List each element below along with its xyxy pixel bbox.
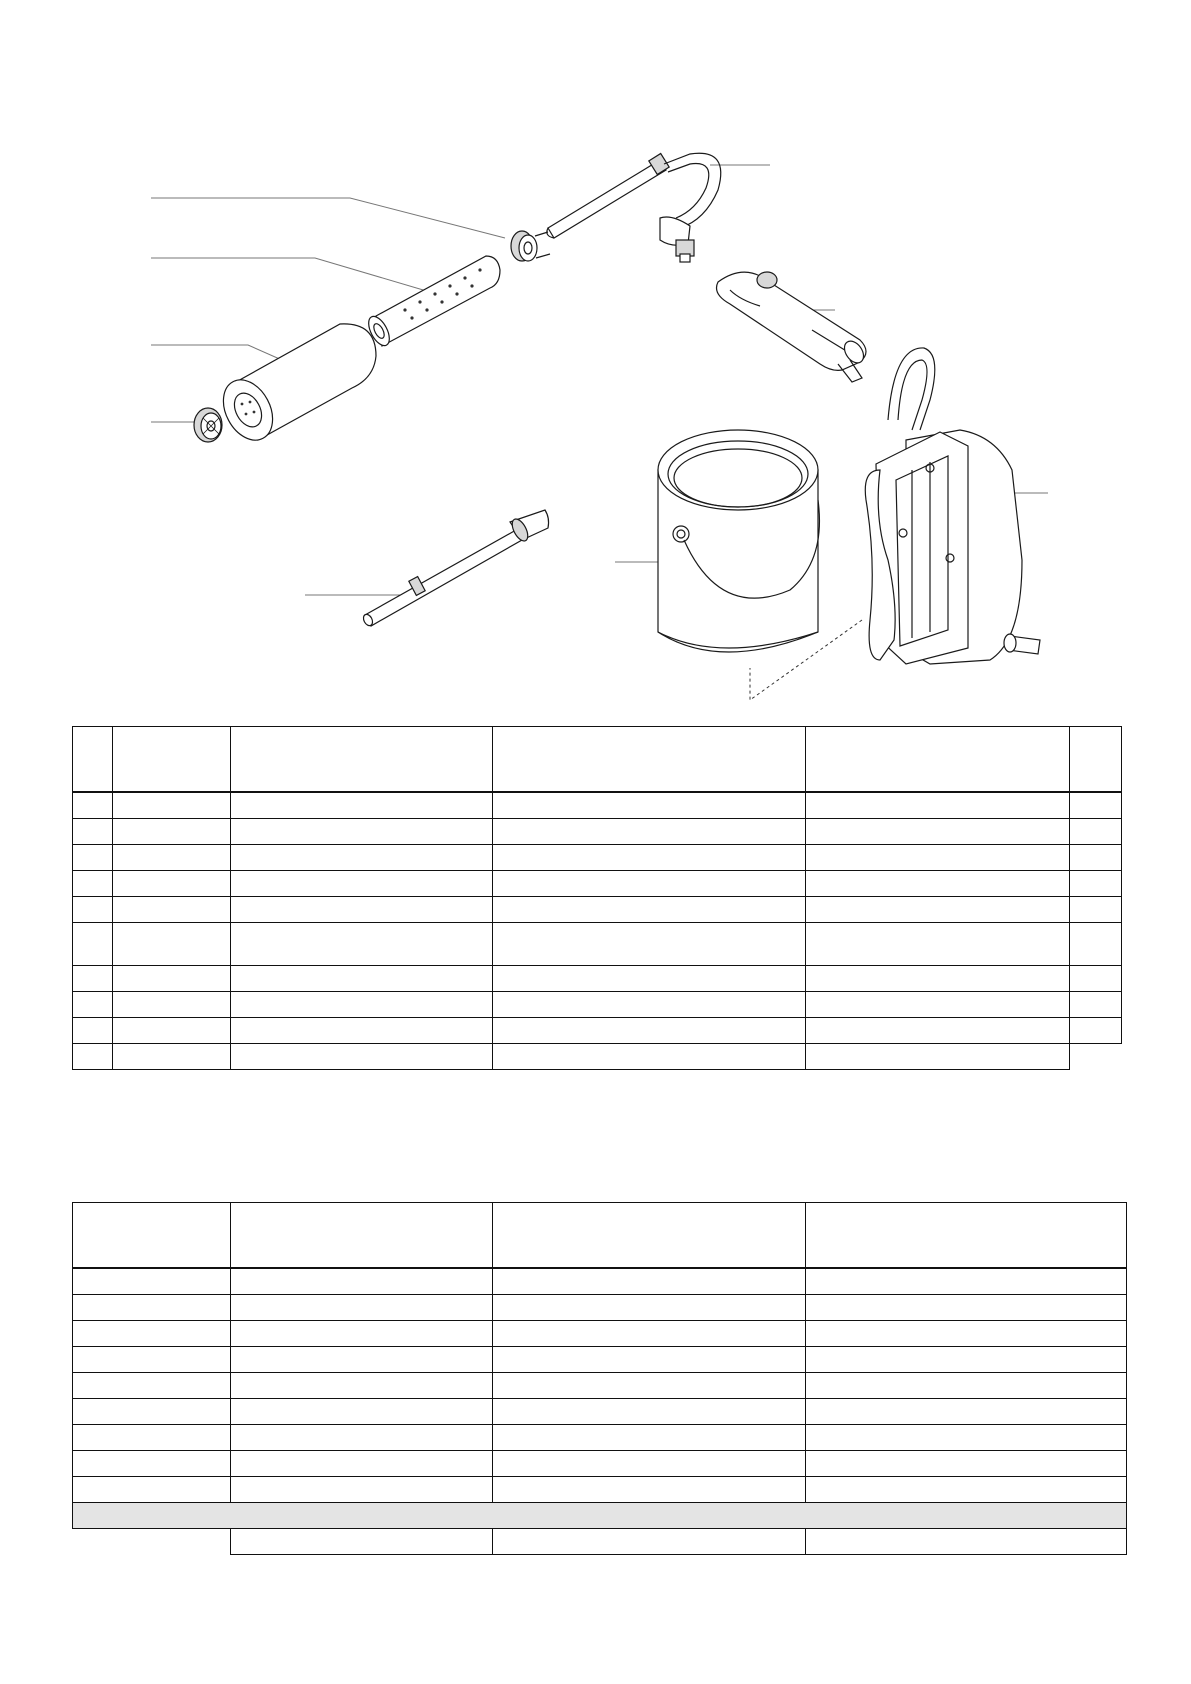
table-cell (113, 923, 231, 966)
table-cell (806, 1373, 1127, 1399)
table-cell (493, 1044, 806, 1070)
table-row (73, 1373, 1127, 1399)
table-cell (231, 1477, 493, 1503)
header-cell (113, 727, 231, 793)
table-cell (113, 845, 231, 871)
table-cell (806, 1529, 1127, 1555)
table-cell (493, 897, 806, 923)
table-cell (231, 1529, 493, 1555)
parts-list-table (72, 726, 1122, 1070)
table-cell (806, 992, 1070, 1018)
table-cell (73, 871, 113, 897)
table-cell (113, 992, 231, 1018)
table-cell (806, 1477, 1127, 1503)
table-cell (493, 1347, 806, 1373)
table-row (73, 845, 1122, 871)
table-row (73, 923, 1122, 966)
table-cell (806, 1018, 1070, 1044)
table-cell (73, 1451, 231, 1477)
spray-tube-assembly (547, 153, 721, 262)
adapter-ring (511, 231, 550, 261)
table-cell (231, 1018, 493, 1044)
table-row (73, 1399, 1127, 1425)
table-cell (806, 871, 1070, 897)
table-cell (231, 1268, 493, 1295)
table-cell (73, 1503, 1127, 1529)
table-row (73, 1529, 1127, 1555)
table-cell (73, 1018, 113, 1044)
table-row (73, 1477, 1127, 1503)
header-cell (231, 727, 493, 793)
table-cell (231, 897, 493, 923)
header-cell (73, 1203, 231, 1269)
table-cell (231, 792, 493, 819)
table-row (73, 819, 1122, 845)
table-cell (493, 1295, 806, 1321)
table-cell (73, 1373, 231, 1399)
table-row (73, 897, 1122, 923)
table-cell (493, 1268, 806, 1295)
table-cell (806, 1044, 1070, 1070)
table-cell (806, 1347, 1127, 1373)
table-row (73, 1451, 1127, 1477)
table-cell (1070, 819, 1122, 845)
table-row (73, 871, 1122, 897)
table-cell (1070, 871, 1122, 897)
table-cell (493, 1321, 806, 1347)
paint-can (658, 430, 819, 652)
table-cell (806, 1268, 1127, 1295)
table-cell (73, 1399, 231, 1425)
table-row (73, 1347, 1127, 1373)
table-cell (231, 992, 493, 1018)
table-cell (113, 871, 231, 897)
table-cell (231, 923, 493, 966)
table-cell (73, 845, 113, 871)
header-cell (73, 727, 113, 793)
header-cell (493, 1203, 806, 1269)
table-cell (493, 1018, 806, 1044)
table-cell (231, 1425, 493, 1451)
table-cell (73, 992, 113, 1018)
table-cell (113, 819, 231, 845)
table-cell (113, 792, 231, 819)
table-cell (73, 1347, 231, 1373)
table-cell (1070, 792, 1122, 819)
table-cell (806, 966, 1070, 992)
table-row (73, 1295, 1127, 1321)
table-row (73, 1268, 1127, 1295)
table-cell (73, 1477, 231, 1503)
table-cell (231, 1399, 493, 1425)
table-cell (231, 845, 493, 871)
table-cell (493, 923, 806, 966)
table-cell (73, 897, 113, 923)
section-row (73, 1503, 1127, 1529)
table-cell (113, 897, 231, 923)
table-cell (231, 1044, 493, 1070)
table-row (73, 1425, 1127, 1451)
table-cell (493, 992, 806, 1018)
table-cell (806, 792, 1070, 819)
table-cell (231, 871, 493, 897)
table-cell (113, 966, 231, 992)
table-cell (493, 1451, 806, 1477)
table-cell (806, 897, 1070, 923)
handle-grip (717, 272, 868, 382)
table-row (73, 792, 1122, 819)
table-cell (493, 1477, 806, 1503)
table-cell (73, 819, 113, 845)
table-cell (73, 1321, 231, 1347)
exploded-parts-diagram (0, 0, 1191, 720)
perforated-core (364, 256, 500, 349)
extension-pole (362, 510, 549, 627)
table-cell (1070, 992, 1122, 1018)
table-cell (806, 1321, 1127, 1347)
table-cell (231, 1295, 493, 1321)
accessories-table (72, 1202, 1127, 1555)
table-cell (231, 1373, 493, 1399)
table-row (73, 1321, 1127, 1347)
table-cell (806, 819, 1070, 845)
table-cell (73, 792, 113, 819)
table-cell (73, 1295, 231, 1321)
table-cell (1070, 897, 1122, 923)
table-cell (493, 966, 806, 992)
table-cell (113, 1044, 231, 1070)
table-cell (493, 845, 806, 871)
backpack-pump-unit (865, 348, 1040, 664)
table-cell (493, 1399, 806, 1425)
table-header-row (73, 727, 1122, 793)
table-cell (493, 1425, 806, 1451)
table-cell (1070, 1044, 1122, 1070)
header-cell (231, 1203, 493, 1269)
table-row (73, 1018, 1122, 1044)
table-cell (231, 819, 493, 845)
table-cell (73, 966, 113, 992)
table-cell (806, 1295, 1127, 1321)
table-cell (113, 1018, 231, 1044)
table-cell (806, 1451, 1127, 1477)
end-cap (194, 408, 222, 442)
table-cell (73, 1425, 231, 1451)
header-cell (806, 727, 1070, 793)
table-cell (231, 966, 493, 992)
table-cell (806, 1425, 1127, 1451)
table-cell (73, 1044, 113, 1070)
table-cell (231, 1347, 493, 1373)
table-cell (1070, 966, 1122, 992)
table-row (73, 992, 1122, 1018)
table-cell (231, 1321, 493, 1347)
table-cell (1070, 923, 1122, 966)
table-row (73, 966, 1122, 992)
table-cell (73, 923, 113, 966)
table-cell (1070, 1018, 1122, 1044)
table-cell (806, 845, 1070, 871)
table-cell (806, 923, 1070, 966)
header-cell (493, 727, 806, 793)
table-cell (73, 1268, 231, 1295)
header-cell (1070, 727, 1122, 793)
roller-cover (214, 324, 376, 449)
table-cell (493, 1373, 806, 1399)
table-cell (231, 1451, 493, 1477)
table-cell (493, 1529, 806, 1555)
table-header-row (73, 1203, 1127, 1269)
table-row (73, 1044, 1122, 1070)
table-cell (1070, 845, 1122, 871)
table-cell (493, 819, 806, 845)
table-cell (493, 871, 806, 897)
table-cell (73, 1529, 231, 1555)
header-cell (806, 1203, 1127, 1269)
table-cell (806, 1399, 1127, 1425)
table-cell (493, 792, 806, 819)
